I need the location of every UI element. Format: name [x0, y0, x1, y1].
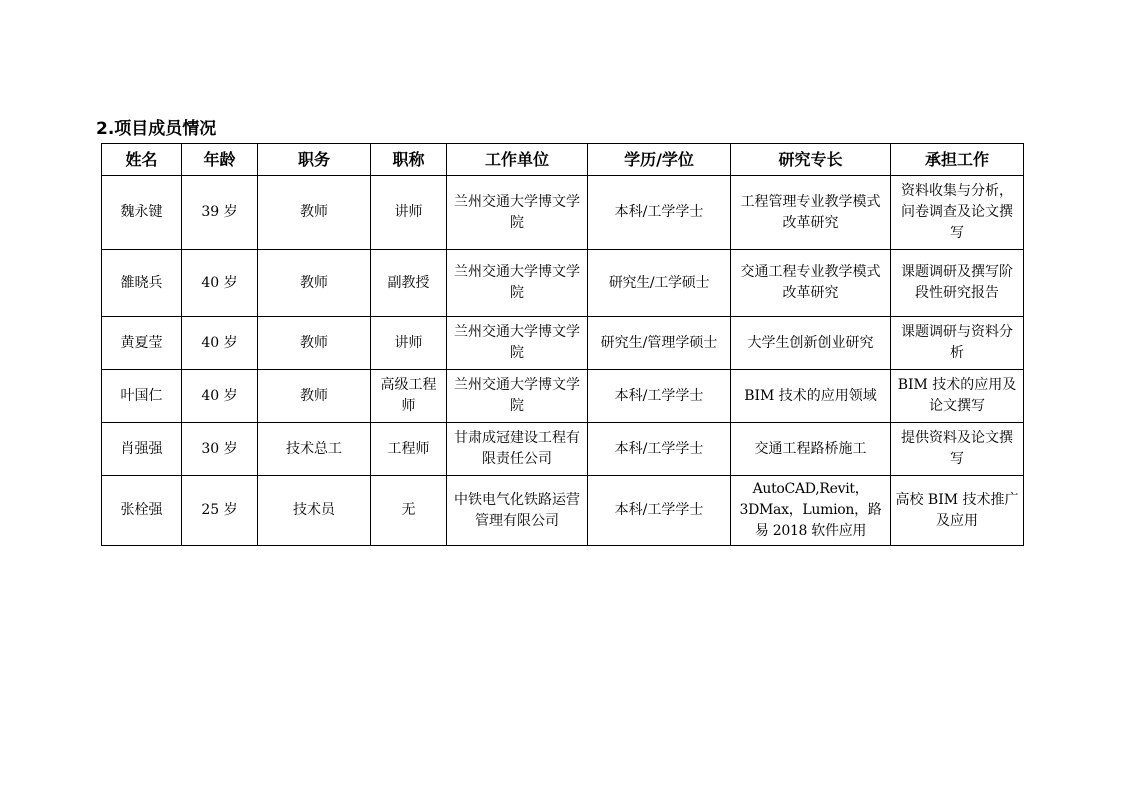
cell-age: 25 岁: [182, 476, 258, 546]
table-row: [102, 423, 1024, 476]
cell-expertise: BIM 技术的应用领域: [731, 370, 891, 423]
cell-title: 讲师: [371, 176, 447, 250]
cell-name: 雒晓兵: [102, 250, 182, 317]
table-header-row: [102, 144, 1024, 176]
project-members-table: [101, 143, 1024, 546]
cell-employer: 甘肃成冠建设工程有限责任公司: [447, 423, 588, 476]
cell-responsibility: 课题调研及撰写阶段性研究报告: [891, 250, 1024, 317]
cell-age: 40 岁: [182, 250, 258, 317]
table-row: [102, 370, 1024, 423]
cell-degree: 本科/工学学士: [588, 423, 731, 476]
cell-degree: 研究生/工学硕士: [588, 250, 731, 317]
cell-name: 黄夏莹: [102, 317, 182, 370]
cell-age: 40 岁: [182, 317, 258, 370]
cell-name: 叶国仁: [102, 370, 182, 423]
cell-employer: 兰州交通大学博文学院: [447, 370, 588, 423]
cell-age: 40 岁: [182, 370, 258, 423]
table-row: [102, 317, 1024, 370]
section-title: 2.项目成员情况: [96, 119, 217, 139]
cell-age: 39 岁: [182, 176, 258, 250]
cell-title: 副教授: [371, 250, 447, 317]
cell-title: 工程师: [371, 423, 447, 476]
cell-title: 讲师: [371, 317, 447, 370]
cell-degree: 本科/工学学士: [588, 476, 731, 546]
cell-employer: 兰州交通大学博文学院: [447, 250, 588, 317]
cell-position: 技术员: [258, 476, 371, 546]
cell-employer: 兰州交通大学博文学院: [447, 317, 588, 370]
table-row: [102, 176, 1024, 250]
header-age: 年龄: [182, 144, 258, 176]
header-name: 姓名: [102, 144, 182, 176]
cell-degree: 本科/工学学士: [588, 176, 731, 250]
cell-expertise: 工程管理专业教学模式改革研究: [731, 176, 891, 250]
cell-expertise: AutoCAD,Revit，3DMax，Lumion，路易 2018 软件应用: [731, 476, 891, 546]
cell-responsibility: BIM 技术的应用及论文撰写: [891, 370, 1024, 423]
cell-employer: 兰州交通大学博文学院: [447, 176, 588, 250]
cell-employer: 中铁电气化铁路运营管理有限公司: [447, 476, 588, 546]
cell-position: 教师: [258, 317, 371, 370]
cell-expertise: 大学生创新创业研究: [731, 317, 891, 370]
cell-position: 教师: [258, 250, 371, 317]
cell-name: 魏永键: [102, 176, 182, 250]
cell-title: 无: [371, 476, 447, 546]
table-row: [102, 476, 1024, 546]
cell-title: 高级工程师: [371, 370, 447, 423]
header-responsibility: 承担工作: [891, 144, 1024, 176]
cell-name: 肖强强: [102, 423, 182, 476]
cell-responsibility: 高校 BIM 技术推广及应用: [891, 476, 1024, 546]
cell-responsibility: 提供资料及论文撰写: [891, 423, 1024, 476]
header-employer: 工作单位: [447, 144, 588, 176]
cell-expertise: 交通工程专业教学模式改革研究: [731, 250, 891, 317]
cell-position: 技术总工: [258, 423, 371, 476]
cell-age: 30 岁: [182, 423, 258, 476]
cell-degree: 研究生/管理学硕士: [588, 317, 731, 370]
cell-position: 教师: [258, 176, 371, 250]
header-degree: 学历/学位: [588, 144, 731, 176]
table-row: [102, 250, 1024, 317]
cell-expertise: 交通工程路桥施工: [731, 423, 891, 476]
header-expertise: 研究专长: [731, 144, 891, 176]
cell-responsibility: 资料收集与分析，问卷调查及论文撰写: [891, 176, 1024, 250]
header-position: 职务: [258, 144, 371, 176]
header-title: 职称: [371, 144, 447, 176]
cell-responsibility: 课题调研与资料分析: [891, 317, 1024, 370]
cell-position: 教师: [258, 370, 371, 423]
cell-name: 张栓强: [102, 476, 182, 546]
cell-degree: 本科/工学学士: [588, 370, 731, 423]
